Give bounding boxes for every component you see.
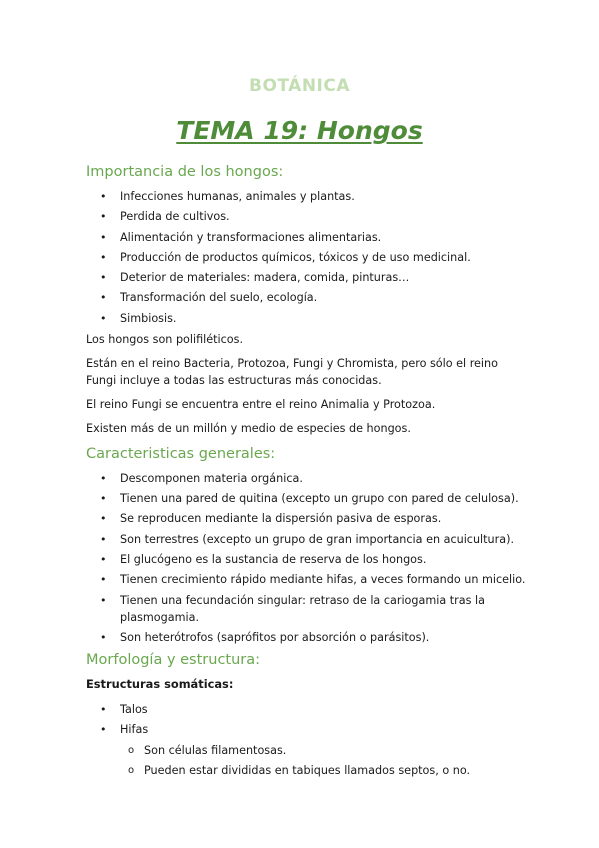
list-item: • Talos (100, 702, 148, 716)
list-item: • Hifas (100, 723, 149, 737)
bullet-icon: • (100, 311, 107, 325)
bullet-icon: • (100, 630, 107, 644)
section-heading-morfologia: Morfología y estructura: (86, 651, 261, 668)
list-item: • Deterior de materiales: madera, comida, pinturas… (100, 271, 410, 285)
list-item: • Tienen una pared de quitina (excepto un grupo con pared de celulosa). (100, 492, 519, 506)
list-item: • Alimentación y transformaciones alimentarias. (100, 230, 382, 244)
bullet-icon: • (100, 471, 107, 485)
subsection-heading: Estructuras somáticas: (86, 676, 234, 691)
bullet-icon: • (100, 250, 107, 264)
list-item: • Son terrestres (excepto un grupo de gran importancia en acuicultura). (100, 532, 515, 546)
paragraph: Existen más de un millón y medio de especies de hongos. (86, 421, 411, 435)
hifas-sublist (86, 742, 526, 779)
list-item: • Transformación del suelo, ecología. (100, 291, 318, 305)
bullet-icon: • (100, 723, 107, 737)
bullet-icon: • (100, 702, 107, 716)
paragraph: El reino Fungi se encuentra entre el reino Animalia y Protozoa. (86, 397, 436, 411)
list-item: • Son heterótrofos (saprófitos por absorción o parásitos). (100, 630, 430, 644)
list-item: • Descomponen materia orgánica. (100, 471, 303, 485)
paragraph: Los hongos son polifiléticos. (86, 332, 244, 346)
bullet-icon: • (100, 573, 107, 587)
morfologia-list (86, 701, 526, 738)
list-item: • Tienen crecimiento rápido mediante hifas, a veces formando un micelio. (100, 573, 526, 587)
subject-header: BOTÁNICA (248, 76, 351, 96)
importancia-list (86, 188, 526, 327)
bullet-icon: • (100, 593, 107, 607)
bullet-icon: • (100, 271, 107, 285)
page-title: TEMA 19: Hongos (176, 116, 423, 145)
bullet-icon: • (100, 512, 107, 526)
document-content (86, 162, 526, 783)
page-title-wrap (0, 116, 599, 145)
caracteristicas-list (86, 470, 526, 646)
bullet-icon: • (100, 230, 107, 244)
list-item: • Infecciones humanas, animales y plantas. (100, 190, 355, 203)
bullet-icon: • (100, 552, 107, 566)
sub-list-item: o Pueden estar divididas en tabiques llamados septos, o no. (128, 764, 471, 778)
circle-bullet-icon: o (128, 765, 135, 777)
bullet-icon: • (100, 190, 107, 203)
list-item: • Se reproducen mediante la dispersión pasiva de esporas. (100, 512, 442, 526)
list-item: • Perdida de cultivos. (100, 210, 230, 224)
list-item: • Simbiosis. (100, 311, 177, 325)
section-heading-caracteristicas: Caracteristicas generales: (86, 445, 276, 462)
bullet-icon: • (100, 492, 107, 506)
sub-list-item: o Son células filamentosas. (128, 744, 287, 758)
bullet-icon: • (100, 210, 107, 224)
section-heading-importancia: Importancia de los hongos: (86, 164, 284, 180)
paragraph: Están en el reino Bacteria, Protozoa, Fungi y Chromista, pero sólo el reino Fungi incluye a todas las estructuras más conocidas. (86, 356, 498, 387)
list-item: • Producción de productos químicos, tóxicos y de uso medicinal. (100, 250, 471, 264)
bullet-icon: • (100, 532, 107, 546)
list-item: • El glucógeno es la sustancia de reserva de los hongos. (100, 552, 427, 566)
list-item: • Tienen una fecundación singular: retraso de la cariogamia tras la plasmogamia. (100, 593, 485, 624)
circle-bullet-icon: o (128, 745, 135, 757)
bullet-icon: • (100, 291, 107, 305)
